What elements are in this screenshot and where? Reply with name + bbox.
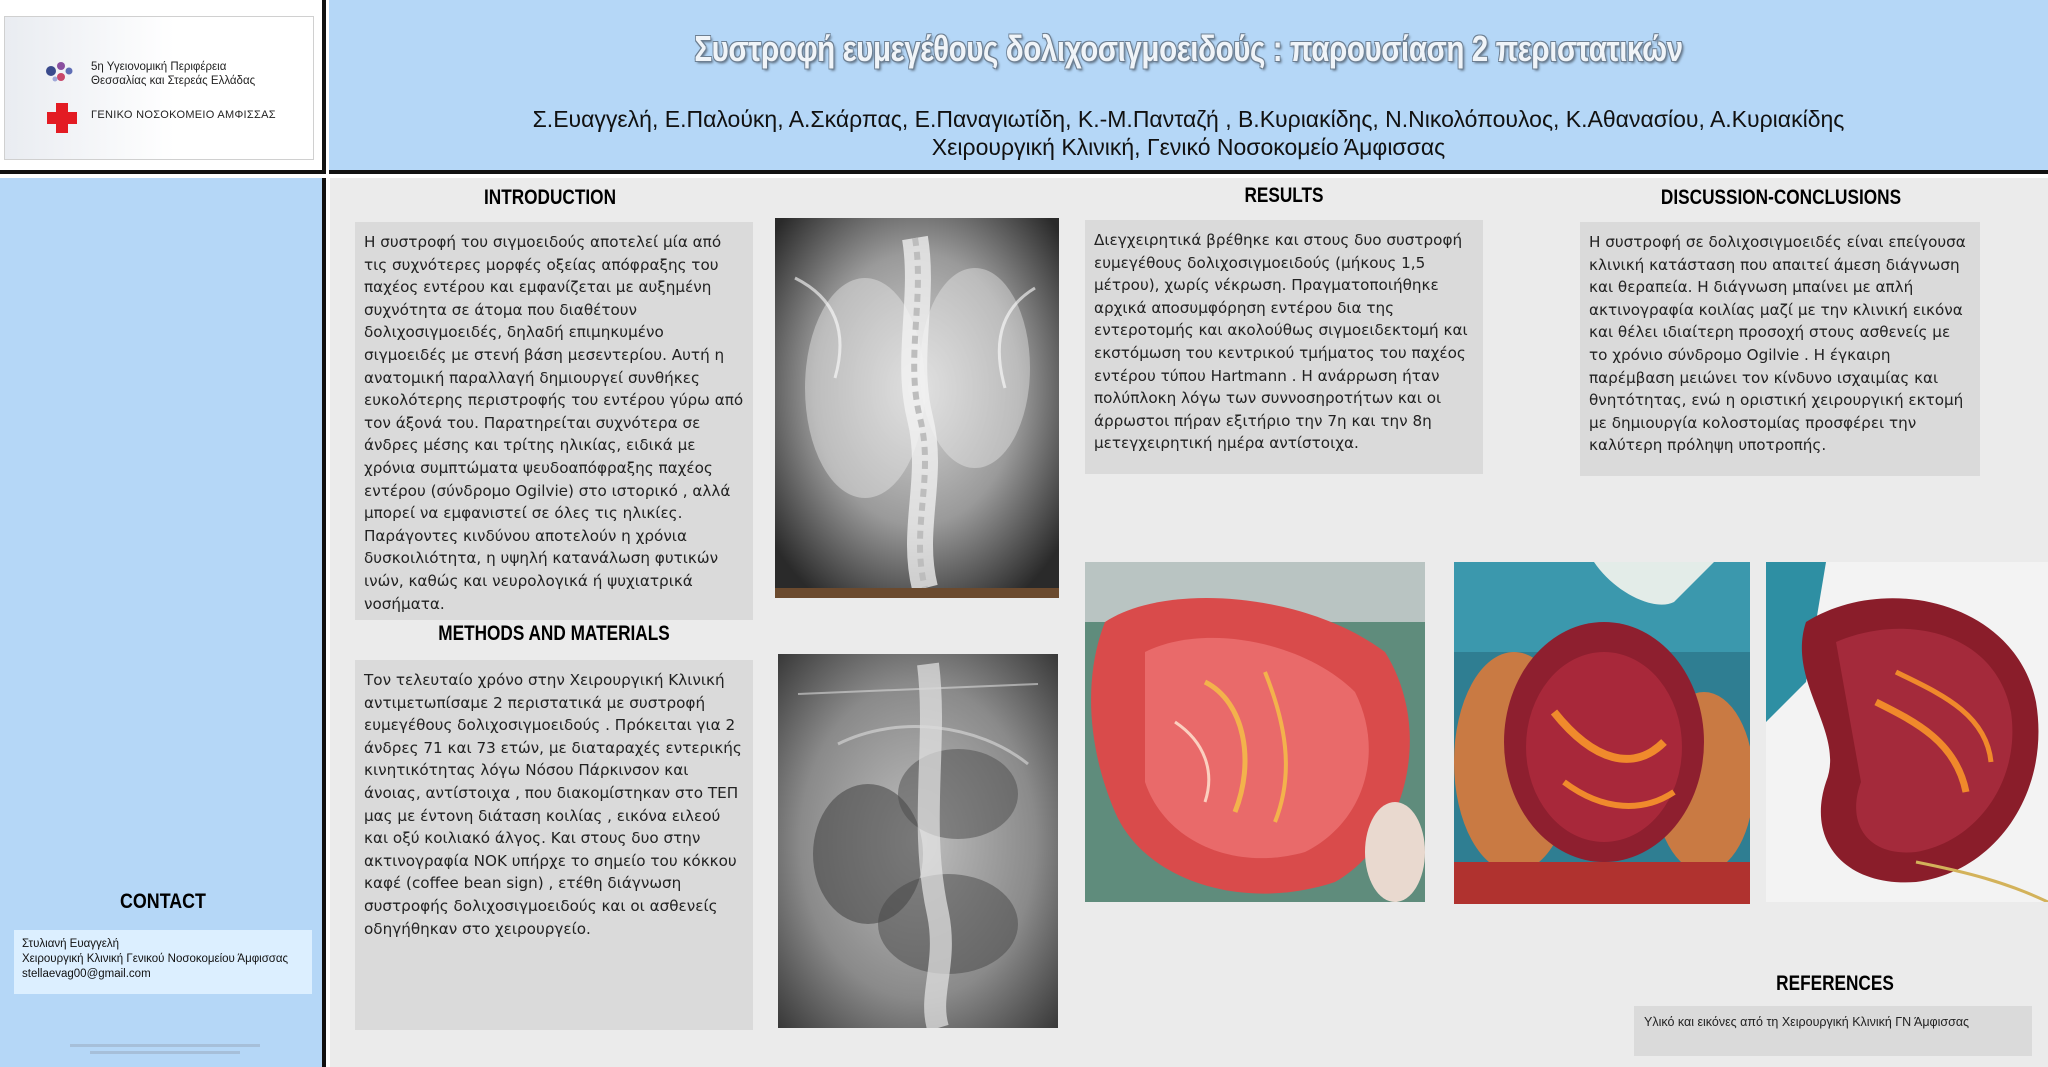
health-region-logo-icon bbox=[41, 57, 81, 85]
references-text: Υλικό και εικόνες από τη Χειρουργική Κλινική ΓΝ Άμφισσας bbox=[1634, 1006, 2032, 1056]
results-text: Διεγχειρητικά βρέθηκε και στους δυο συστροφή ευμεγέθους δολιχοσιγμοειδούς (μήκους 1,5 μέτρου), χωρίς νέκρωση. Πραγματοποιήθηκε αρχικά αποσυμφόρηση εντέρου δια της εντεροτομής και ακολούθως σιγμοειδεκτομή και εκστόμωση του κεντρικού τμήματος του παχέος εντέρου τύπου Hartmann . Η ανάρρωση ήταν πολύπλοκη λόγω των συννοσηροτήτων και οι άρρωστοι πήραν εξιτήριο την 7η και την 8η μετεγχειρητική ημέρα αντίστοιχα. bbox=[1085, 220, 1483, 474]
logo-box bbox=[4, 16, 314, 160]
health-region-name-line-1: 5η Υγειονομική Περιφέρεια bbox=[91, 61, 227, 73]
contact-name: Στυλιανή Ευαγγελή bbox=[22, 938, 120, 950]
discussion-heading: DISCUSSION-CONCLUSIONS bbox=[1660, 186, 1902, 209]
discussion-text: Η συστροφή σε δολιχοσιγμοειδές είναι επείγουσα κλινική κατάσταση που απαιτεί άμεση διάγνωση και θεραπεία. Η διάγνωση μπαίνει με απλή ακτινογραφία κοιλίας μαζί με την κλινική εικόνα και θέλει ιδιαίτερη προσοχή στους ασθενείς με το χρόνιο σύνδρομο Ogilvie . Η έγκαιρη παρέμβαση μειώνει τον κίνδυνο ισχαιμίας και θνητότητας, ενώ η οριστική χειρουργική εκτομή με δημιουργία κολοστομίας προσφέρει την καλύτερη πρόληψη υποτροπής. bbox=[1580, 222, 1980, 476]
abdominal-xray-image-2 bbox=[778, 654, 1058, 1028]
health-region-name-line-2: Θεσσαλίας και Στερεάς Ελλάδας bbox=[91, 75, 256, 87]
surgical-photo-3 bbox=[1766, 562, 2048, 902]
contact-heading: CONTACT bbox=[120, 890, 206, 913]
abdominal-xray-image-1 bbox=[775, 218, 1059, 598]
hospital-name: ΓΕΝΙΚΟ ΝΟΣΟΚΟΜΕΙΟ ΑΜΦΙΣΣΑΣ bbox=[91, 109, 276, 121]
faint-footer-logo bbox=[60, 1042, 270, 1061]
methods-heading: METHODS AND MATERIALS bbox=[438, 622, 670, 645]
methods-text: Τον τελευταίο χρόνο στην Χειρουργική Κλινική αντιμετωπίσαμε 2 περιστατικά με συστροφή ευμεγέθους δολιχοσιγμοειδούς . Πρόκειται για 2 άνδρες 71 και 73 ετών, με διαταραχές εντερικής κινητικότητας λόγω Νόσου Πάρκινσον και άνοιας, αντίστοιχα , που διακομίστηκαν στο ΤΕΠ μας με έντονη διάταση κοιλίας , εικόνα ειλεού και οξύ κοιλιακό άλγος. Και στους δυο στην ακτινογραφία ΝΟΚ υπήρχε το σημείο του κόκκου καφέ (coffee bean sign) , ετέθη διάγνωση συστροφής δολιχοσιγμοειδούς και οι ασθενείς οδηγήθηκαν στο χειρουργείο. bbox=[355, 660, 753, 1030]
introduction-heading: INTRODUCTION bbox=[483, 186, 617, 209]
poster-affiliation: Χειρουργική Κλινική, Γενικό Νοσοκομείο Άμφισσας bbox=[931, 134, 1446, 160]
surgical-photo-2 bbox=[1454, 562, 1750, 904]
poster-header bbox=[329, 0, 2048, 174]
red-cross-icon bbox=[45, 101, 79, 135]
surgical-photo-1 bbox=[1085, 562, 1425, 902]
references-heading: REFERENCES bbox=[1776, 972, 1894, 995]
faint-footer-logo-mark bbox=[60, 1042, 270, 1058]
sidebar bbox=[0, 178, 326, 1067]
logo-panel bbox=[0, 0, 326, 174]
poster-title: Συστροφή ευμεγέθους δολιχοσιγμοειδούς : παρουσίαση 2 περιστατικών bbox=[694, 28, 1683, 69]
contact-email[interactable]: stellaevag00@gmail.com bbox=[22, 968, 151, 980]
contact-department: Χειρουργική Κλινική Γενικού Νοσοκομείου Άμφισσας bbox=[22, 953, 289, 965]
introduction-text: Η συστροφή του σιγμοειδούς αποτελεί μία από τις συχνότερες μορφές οξείας απόφραξης του παχέος εντέρου και εμφανίζεται με αυξημένη συχνότητα σε άτομα που διαθέτουν δολιχοσιγμοειδές, δηλαδή επιμηκυμένο σιγμοειδές με στενή βάση μεσεντερίου. Αυτή η ανατομική παραλλαγή δημιουργεί συνθήκες ευκολότερης περιστροφής του εντέρου γύρω από τον άξονά του. Παρατηρείται συχνότερα σε άνδρες μέσης και τρίτης ηλικίας, ειδικά με χρόνια συμπτώματα ψευδοαπόφραξης παχέος εντέρου (σύνδρομο Ogilvie) στο ιστορικό , αλλά μπορεί να εμφανιστεί σε όλες τις ηλικίες. Παράγοντες κινδύνου αποτελούν η χρόνια δυσκοιλιότητα, η υψηλή κατανάλωση φυτικών ινών, καθώς και νευρολογικά ή ψυχιατρικά νοσήματα. bbox=[355, 222, 753, 620]
poster-authors: Σ.Ευαγγελή, Ε.Παλούκη, Α.Σκάρπας, Ε.Παναγιωτίδη, Κ.-Μ.Πανταζή , Β.Κυριακίδης, Ν.Νικολόπουλος, Κ.Αθανασίου, Α.Κυριακίδης bbox=[532, 106, 1845, 132]
results-heading: RESULTS bbox=[1244, 184, 1324, 207]
contact-box bbox=[14, 930, 312, 994]
